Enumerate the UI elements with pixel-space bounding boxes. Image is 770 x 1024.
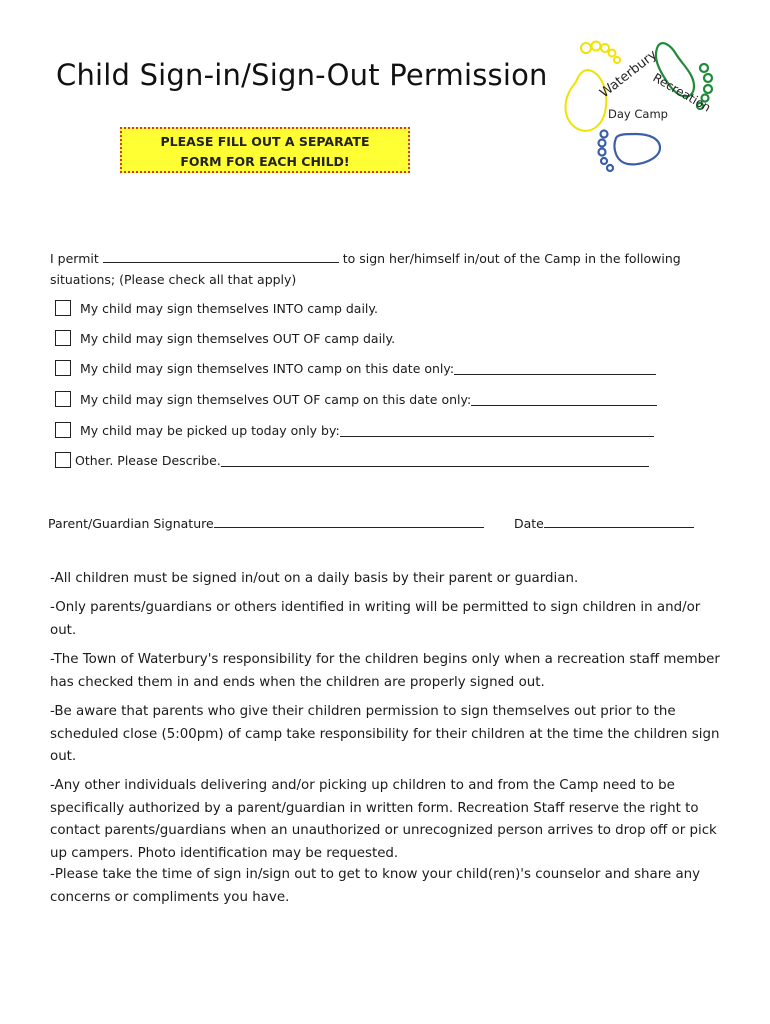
logo-text-day-camp: Day Camp	[608, 107, 668, 121]
page-title: Child Sign-in/Sign-Out Permission	[56, 58, 548, 92]
option-checkbox[interactable]	[55, 330, 71, 346]
option-label: My child may sign themselves OUT OF camp daily.	[80, 330, 396, 346]
rule-paragraph: -Please take the time of sign in/sign out to get to know your child(ren)'s counselor and share any concerns or compliments you have.	[50, 867, 701, 905]
notice-line-1: PLEASE FILL OUT A SEPARATE	[160, 134, 370, 149]
rule-paragraph: -Be aware that parents who give their children permission to sign themselves out prior to the scheduled close (5:00pm) of camp take responsibility for their children at the time the children sign out.	[50, 704, 720, 764]
option-checkbox[interactable]	[55, 360, 71, 376]
option-checkbox[interactable]	[55, 422, 71, 438]
option-checkbox[interactable]	[55, 391, 71, 407]
rule-paragraph: -Any other individuals delivering and/or picking up children to and from the Camp need to be specifically authorized by a parent/guardian in written form. Recreation Staff reserve the right to contact parents/guardians when an unauthorized or unrecognized person arrives to drop off or pick up campers. Photo identification may be requested.	[50, 778, 717, 861]
out-date-field[interactable]	[471, 392, 657, 406]
permit-suffix: to sign her/himself in/out of the Camp in the following	[338, 251, 681, 266]
into-date-field[interactable]	[454, 361, 656, 375]
notice-banner	[120, 127, 410, 173]
option-checkbox[interactable]	[55, 452, 71, 468]
permit-name-field[interactable]	[103, 249, 339, 263]
option-row	[55, 300, 378, 316]
camp-logo	[556, 36, 716, 176]
date-label: Date	[514, 516, 544, 531]
signature-line	[48, 514, 484, 531]
logo-text-recreation: Recreation	[650, 70, 714, 115]
signature-field[interactable]	[214, 514, 484, 528]
option-label: My child may sign themselves INTO camp daily.	[80, 300, 378, 316]
option-label: My child may sign themselves INTO camp on this date only:	[80, 360, 455, 376]
date-line	[514, 514, 694, 531]
date-field[interactable]	[544, 514, 694, 528]
option-label: My child may be picked up today only by:	[80, 422, 340, 438]
option-row	[55, 330, 395, 346]
other-description-field[interactable]	[221, 453, 649, 467]
notice-line-2: FORM FOR EACH CHILD!	[180, 154, 350, 169]
option-label: Other. Please Describe.	[75, 452, 221, 468]
rule-paragraph: -All children must be signed in/out on a daily basis by their parent or guardian.	[50, 571, 579, 586]
signature-label: Parent/Guardian Signature	[48, 516, 214, 531]
option-row	[55, 360, 656, 376]
rule-paragraph: -The Town of Waterbury's responsibility for the children begins only when a recreation staff member has checked them in and ends when the children are properly signed out.	[50, 652, 720, 690]
option-row	[55, 452, 649, 468]
option-checkbox[interactable]	[55, 300, 71, 316]
blue-footprint-icon	[599, 131, 661, 172]
option-row	[55, 422, 654, 438]
permit-line	[50, 249, 681, 266]
logo-text-waterbury: Waterbury	[597, 47, 661, 102]
pickup-person-field[interactable]	[340, 423, 654, 437]
permit-prefix: I permit	[50, 251, 103, 266]
option-label: My child may sign themselves OUT OF camp on this date only:	[80, 391, 472, 407]
rule-paragraph: -Only parents/guardians or others identified in writing will be permitted to sign children in and/or out.	[50, 600, 701, 638]
option-row	[55, 391, 657, 407]
permit-line-2: situations; (Please check all that apply)	[50, 272, 297, 287]
